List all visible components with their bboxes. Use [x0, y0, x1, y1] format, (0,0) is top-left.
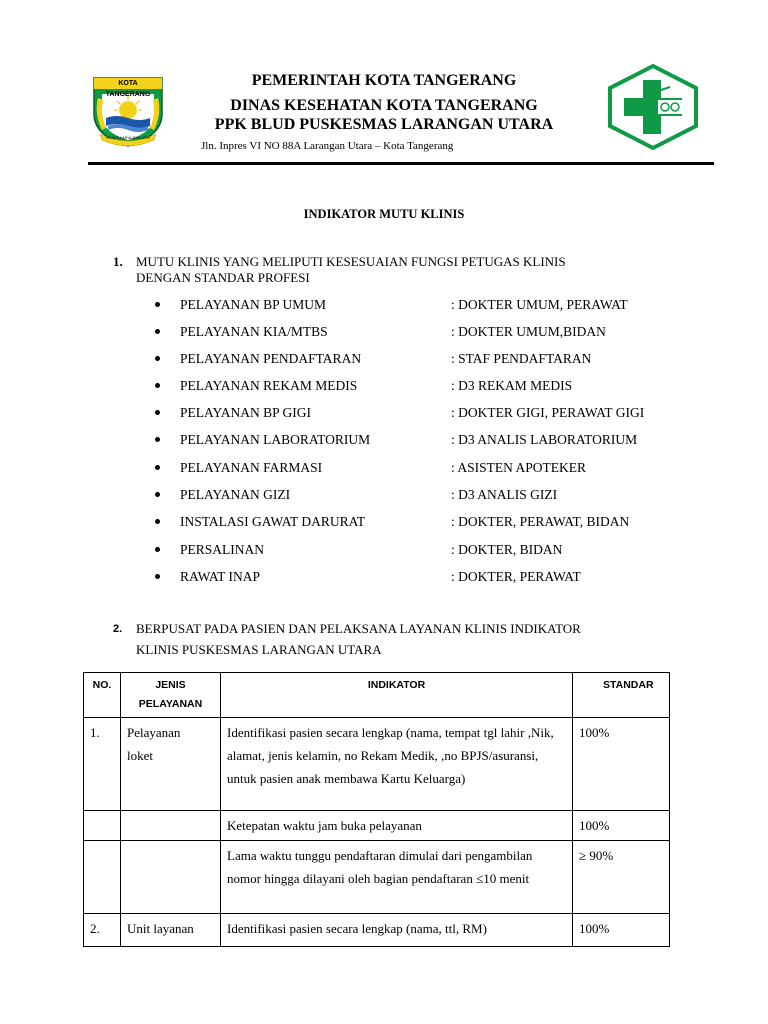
section2-number: 2. — [113, 623, 123, 635]
service-name: PELAYANAN FARMASI — [180, 460, 323, 475]
table-row — [84, 718, 670, 811]
service-staff: : DOKTER UMUM,BIDAN — [451, 324, 606, 339]
service-name: PELAYANAN GIZI — [180, 487, 291, 502]
list-item — [155, 378, 573, 394]
table-row — [84, 914, 670, 947]
puskesmas-cross-icon — [606, 64, 700, 150]
service-staff: : DOKTER UMUM, PERAWAT — [451, 297, 628, 312]
header-divider — [88, 162, 714, 165]
section1-heading-line2: DENGAN STANDAR PROFESI — [136, 270, 310, 285]
row-standar: 100% — [573, 811, 670, 841]
list-item — [155, 487, 558, 503]
service-staff: : D3 ANALIS GIZI — [451, 487, 558, 502]
list-item — [155, 542, 563, 558]
bullet-icon — [155, 410, 160, 415]
service-staff: : DOKTER, PERAWAT — [451, 569, 581, 584]
service-name: PELAYANAN LABORATORIUM — [180, 432, 371, 447]
service-name: PERSALINAN — [180, 542, 265, 557]
crest-motto: BHAKTI KARYA ADHI JAYA — [106, 136, 150, 140]
row-no: 1. — [84, 718, 121, 811]
row-no — [84, 811, 121, 841]
service-name: PELAYANAN KIA/MTBS — [180, 324, 328, 339]
bullet-icon — [155, 547, 160, 552]
section1-number: 1. — [113, 254, 123, 269]
row-standar: 100% — [573, 718, 670, 811]
row-jenis-line2: loket — [127, 748, 153, 763]
document-title: INDIKATOR MUTU KLINIS — [303, 207, 465, 221]
service-staff: : DOKTER GIGI, PERAWAT GIGI — [451, 405, 645, 420]
row-jenis — [121, 718, 221, 811]
row-indikator: Identifikasi pasien secara lengkap (nama, ttl, RM) — [221, 914, 573, 947]
col-jenis-header — [121, 673, 221, 718]
row-jenis-line1: Pelayanan — [127, 725, 181, 740]
header-institution: PPK BLUD PUSKESMAS LARANGAN UTARA — [214, 116, 554, 133]
col-indikator-header: INDIKATOR — [221, 673, 573, 718]
list-item — [155, 460, 587, 476]
col-no-header: NO. — [84, 673, 121, 718]
bullet-icon — [155, 465, 160, 470]
table-header-row — [84, 673, 670, 718]
service-staff: : DOKTER, PERAWAT, BIDAN — [451, 514, 630, 529]
row-indikator: Lama waktu tunggu pendaftaran dimulai dari pengambilan nomor hingga dilayani oleh bagian pendaftaran ≤10 menit — [221, 841, 573, 914]
list-item — [155, 405, 645, 421]
header-department: DINAS KESEHATAN KOTA TANGERANG — [230, 97, 538, 114]
table-row — [84, 841, 670, 914]
list-item — [155, 324, 606, 340]
row-jenis — [121, 841, 221, 914]
col-jenis-header-line2: PELAYANAN — [138, 698, 203, 710]
service-name: PELAYANAN BP UMUM — [180, 297, 327, 312]
list-item — [155, 514, 630, 530]
list-item — [155, 351, 592, 367]
service-name: INSTALASI GAWAT DARURAT — [180, 514, 366, 529]
crest-city-name: KOTA TANGERANG — [105, 80, 151, 98]
service-staff: : D3 ANALIS LABORATORIUM — [451, 432, 638, 447]
list-item — [155, 432, 638, 448]
service-name: RAWAT INAP — [180, 569, 261, 584]
row-jenis — [121, 811, 221, 841]
service-name: PELAYANAN PENDAFTARAN — [180, 351, 362, 366]
row-jenis: Unit layanan — [121, 914, 221, 947]
list-item — [155, 569, 581, 585]
service-staff: : DOKTER, BIDAN — [451, 542, 563, 557]
col-standar-header: STANDAR — [573, 673, 670, 718]
service-staff: : STAF PENDAFTARAN — [451, 351, 592, 366]
row-standar: 100% — [573, 914, 670, 947]
service-staff: : ASISTEN APOTEKER — [451, 460, 587, 475]
section2-heading-line1: BERPUSAT PADA PASIEN DAN PELAKSANA LAYANAN KLINIS INDIKATOR — [136, 621, 581, 636]
indicator-table — [83, 672, 670, 947]
table-row — [84, 811, 670, 841]
service-name: PELAYANAN BP GIGI — [180, 405, 312, 420]
list-item — [155, 297, 628, 313]
bullet-icon — [155, 492, 160, 497]
row-standar: ≥ 90% — [573, 841, 670, 914]
bullet-icon — [155, 519, 160, 524]
bullet-icon — [155, 383, 160, 388]
section1-heading-line1: MUTU KLINIS YANG MELIPUTI KESESUAIAN FUNGSI PETUGAS KLINIS — [136, 254, 566, 269]
bullet-icon — [155, 329, 160, 334]
bullet-icon — [155, 437, 160, 442]
header-address: Jln. Inpres VI NO 88A Larangan Utara – Kota Tangerang — [201, 140, 454, 152]
header-government: PEMERINTAH KOTA TANGERANG — [251, 72, 517, 89]
bullet-icon — [155, 356, 160, 361]
col-jenis-header-line1: JENIS — [155, 679, 186, 691]
section2-heading-line2: KLINIS PUSKESMAS LARANGAN UTARA — [136, 642, 382, 657]
service-name: PELAYANAN REKAM MEDIS — [180, 378, 358, 393]
service-staff: : D3 REKAM MEDIS — [451, 378, 573, 393]
row-indikator: Identifikasi pasien secara lengkap (nama, tempat tgl lahir ,Nik, alamat, jenis kelamin, no Rekam Medik, ,no BPJS/asuransi, untuk pasien anak membawa Kartu Keluarga) — [221, 718, 573, 811]
row-indikator: Ketepatan waktu jam buka pelayanan — [221, 811, 573, 841]
bullet-icon — [155, 574, 160, 579]
row-no — [84, 841, 121, 914]
bullet-icon — [155, 302, 160, 307]
row-no: 2. — [84, 914, 121, 947]
